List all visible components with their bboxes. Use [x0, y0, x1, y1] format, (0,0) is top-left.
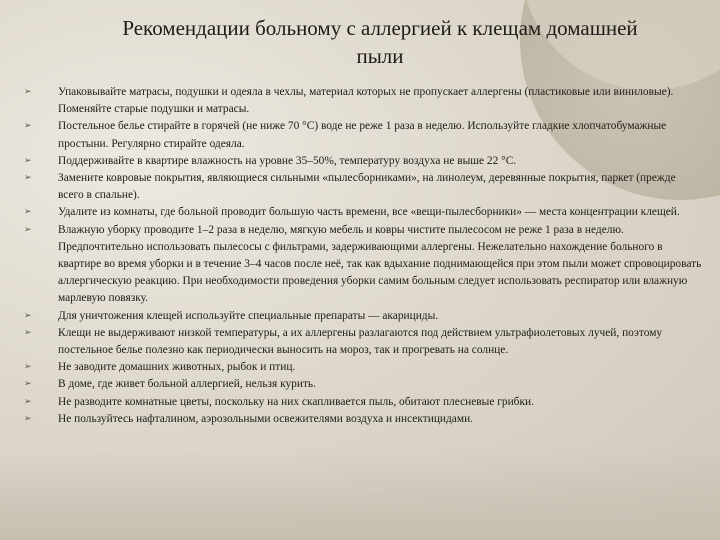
bullet-item	[24, 170, 704, 204]
bullet-item	[24, 308, 704, 325]
bullet-item	[24, 153, 704, 170]
bullet-item	[24, 118, 704, 152]
arrow-bullet-icon: ➢	[24, 173, 32, 184]
bullet-text: Не заводите домашних животных, рыбок и птиц.	[58, 361, 296, 374]
bullet-text: Для уничтожения клещей используйте специальные препараты — акарициды.	[58, 309, 439, 322]
bullet-item	[24, 376, 704, 393]
bullet-text: Постельное белье стирайте в горячей (не ниже 70 °С) воде не реже 1 раза в неделю. Используйте гладкие хлопчатобумажные простыни. Регулярно стирайте одеяла.	[58, 120, 667, 150]
arrow-bullet-icon: ➢	[24, 121, 32, 132]
bullet-item	[24, 325, 704, 359]
arrow-bullet-icon: ➢	[24, 327, 32, 338]
arrow-bullet-icon: ➢	[24, 379, 32, 390]
arrow-bullet-icon: ➢	[24, 310, 32, 321]
bullet-item	[24, 411, 704, 428]
arrow-bullet-icon: ➢	[24, 155, 32, 166]
decorative-bottom-band	[0, 450, 720, 540]
bullet-item	[24, 204, 704, 221]
bullet-item	[24, 359, 704, 376]
bullet-text: Клещи не выдерживают низкой температуры, а их аллергены разлагаются под действием ультрафиолетовых лучей, поэтому постельное белье полезно как периодически выносить на мороз, так и прогревать на солнце.	[58, 326, 663, 357]
bullet-text: Поддерживайте в квартире влажность на уровне 35–50%, температуру воздуха не выше 22 °С.	[58, 154, 517, 167]
arrow-bullet-icon: ➢	[24, 362, 32, 373]
bullet-item	[24, 84, 704, 118]
bullet-text: Влажную уборку проводите 1–2 раза в неделю, мягкую мебель и ковры чистите пылесосом не реже 1 раза в неделю. Предпочтительно использовать пылесосы с фильтрами, задерживающими аллергены. Нежелательно нахождение больного в квартире во время уборки и в течение 3–4 часов после неё, так как вдыхание поднимающейся при этом пыли может спровоцировать аллергическую реакцию. При необходимости проведения уборки самим больным следует использовать респиратор или влажную марлевую повязку.	[58, 223, 702, 305]
bullet-text: Замените ковровые покрытия, являющиеся сильными «пылесборниками», на линолеум, деревянные покрытия, паркет (прежде всего в спальне).	[58, 172, 676, 202]
slide-title: Рекомендации больному с аллергией к клещам домашней пыли	[122, 16, 638, 68]
arrow-bullet-icon: ➢	[24, 413, 32, 424]
arrow-bullet-icon: ➢	[24, 87, 32, 97]
arrow-bullet-icon: ➢	[24, 396, 32, 407]
bullet-text: Удалите из комнаты, где больной проводит большую часть времени, все «вещи-пылесборники» — места концентрации клещей.	[58, 206, 680, 219]
bullet-text: Упаковывайте матрасы, подушки и одеяла в чехлы, материал которых не пропускает аллергены (пластиковые или виниловые). Поменяйте старые подушки и матрасы.	[58, 86, 674, 116]
bullet-list	[24, 84, 704, 428]
bullet-text: Не разводите комнатные цветы, поскольку на них скапливается пыль, обитают плесневые грибки.	[58, 395, 534, 408]
arrow-bullet-icon: ➢	[24, 224, 32, 235]
bullet-item	[24, 222, 704, 308]
arrow-bullet-icon: ➢	[24, 207, 32, 218]
bullet-item	[24, 394, 704, 411]
bullet-text: Не пользуйтесь нафталином, аэрозольными освежителями воздуха и инсектицидами.	[58, 412, 474, 425]
bullet-text: В доме, где живет больной аллергией, нельзя курить.	[58, 378, 316, 391]
